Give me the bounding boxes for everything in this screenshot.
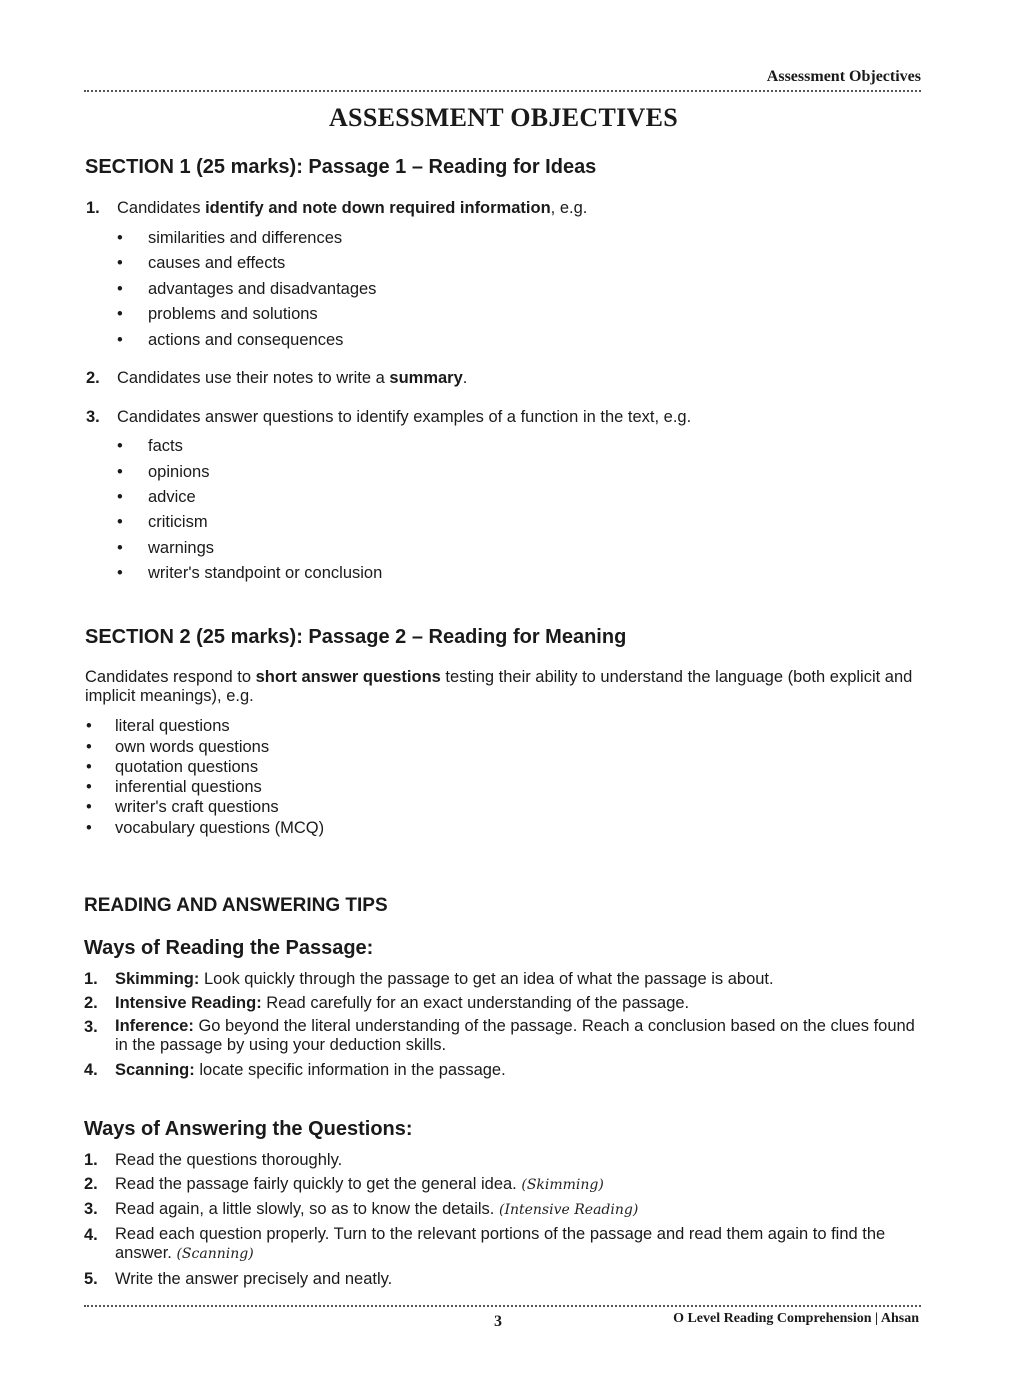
bullet-icon: • [117,513,123,531]
list-item: facts [148,437,183,455]
bullet-icon: • [117,280,123,298]
answering-heading: Ways of Answering the Questions: [84,1118,413,1140]
answering-text: Read again, a little slowly, so as to know the details. [115,1200,495,1218]
handwritten-note: (Skimming) [521,1177,604,1193]
running-head: Assessment Objectives [766,68,921,85]
handwritten-note: (Scanning) [176,1246,254,1262]
list-item: similarities and differences [148,229,343,247]
reading-desc: Look quickly through the passage to get an idea of what the passage is about. [199,970,774,988]
book-title: O Level Reading Comprehension | Ahsan [673,1311,919,1326]
s1-item2-number: 2. [86,369,100,387]
bullet-icon: • [86,819,92,837]
reading-item [115,969,774,989]
s1-item1-pre: Candidates [117,199,206,217]
reading-item-number: 1. [84,970,98,988]
answering-item-number: 4. [84,1226,98,1244]
footer-divider [84,1305,921,1307]
bullet-icon: • [117,539,123,557]
list-item: actions and consequences [148,331,344,349]
reading-term: Skimming: [115,970,200,988]
answering-item [115,1150,342,1170]
reading-item [115,1017,925,1055]
bullet-icon: • [117,488,123,506]
section2-paragraph [85,668,925,706]
answering-item-number: 1. [84,1151,98,1169]
reading-desc: Go beyond the literal understanding of the passage. Reach a conclusion based on the clues found in the passage by using your deduction skills. [115,1017,915,1054]
reading-heading: Ways of Reading the Passage: [84,937,374,959]
handwritten-note: (Intensive Reading) [499,1202,639,1218]
list-item: quotation questions [115,758,259,776]
list-item: writer's standpoint or conclusion [148,564,383,582]
answering-item-number: 5. [84,1270,98,1288]
header-divider [84,90,921,92]
section1-heading: SECTION 1 (25 marks): Passage 1 – Reading for Ideas [85,156,597,178]
reading-term: Intensive Reading: [115,994,262,1012]
reading-term: Scanning: [115,1061,195,1079]
s1-item1-bold: identify and note down required information [205,199,551,217]
bullet-icon: • [117,437,123,455]
reading-item [115,993,689,1013]
bullet-icon: • [86,798,92,816]
answering-item-number: 2. [84,1175,98,1193]
answering-text: Write the answer precisely and neatly. [115,1270,393,1288]
list-item: vocabulary questions (MCQ) [115,819,325,837]
reading-item-number: 4. [84,1061,98,1079]
answering-item [115,1269,392,1289]
answering-text: Read the passage fairly quickly to get the general idea. [115,1175,517,1193]
list-item: warnings [148,539,215,557]
answering-item [115,1225,925,1264]
list-item: writer's craft questions [115,798,279,816]
reading-desc: Read carefully for an exact understanding of the passage. [261,994,690,1012]
section2-heading: SECTION 2 (25 marks): Passage 2 – Reading for Meaning [85,626,627,648]
bullet-icon: • [117,229,123,247]
list-item: problems and solutions [148,305,318,323]
s2-para-pre: Candidates respond to [85,668,256,686]
reading-desc: locate specific information in the passage. [194,1061,506,1079]
bullet-icon: • [86,758,92,776]
bullet-icon: • [86,738,92,756]
reading-item-number: 3. [84,1018,98,1036]
list-item: opinions [148,463,210,481]
bullet-icon: • [117,305,123,323]
s2-para-bold: short answer questions [255,668,441,686]
bullet-icon: • [117,254,123,272]
list-item: literal questions [115,717,230,735]
answering-item-number: 3. [84,1200,98,1218]
list-item: criticism [148,513,208,531]
list-item: causes and effects [148,254,286,272]
page-number: 3 [494,1313,502,1330]
reading-item-number: 2. [84,994,98,1012]
s1-item1-number: 1. [86,199,100,217]
bullet-icon: • [117,463,123,481]
tips-heading: READING AND ANSWERING TIPS [84,895,388,916]
s2-para-post: testing their ability to understand the language (both explicit and implicit meanings), e.g. [85,668,913,705]
s1-item2-text [117,368,467,388]
s1-item3-text: Candidates answer questions to identify examples of a function in the text, e.g. [117,408,692,426]
page-title: ASSESSMENT OBJECTIVES [328,103,678,132]
bullet-icon: • [117,564,123,582]
s1-item2-bold: summary [389,369,463,387]
answering-item [115,1199,638,1220]
list-item: own words questions [115,738,270,756]
s1-item1-text [117,198,587,218]
reading-term: Inference: [115,1017,194,1035]
s1-item3-number: 3. [86,408,100,426]
list-item: advice [148,488,196,506]
s1-item2-post: . [462,369,468,387]
bullet-icon: • [86,778,92,796]
answering-item [115,1174,604,1195]
s1-item1-post: , e.g. [550,199,588,217]
answering-text: Read each question properly. Turn to the relevant portions of the passage and read them again to find the answer. [115,1225,886,1262]
answering-text: Read the questions thoroughly. [115,1151,343,1169]
bullet-icon: • [117,331,123,349]
list-item: inferential questions [115,778,262,796]
s1-item2-pre: Candidates use their notes to write a [117,369,390,387]
reading-item [115,1060,506,1080]
bullet-icon: • [86,717,92,735]
list-item: advantages and disadvantages [148,280,377,298]
